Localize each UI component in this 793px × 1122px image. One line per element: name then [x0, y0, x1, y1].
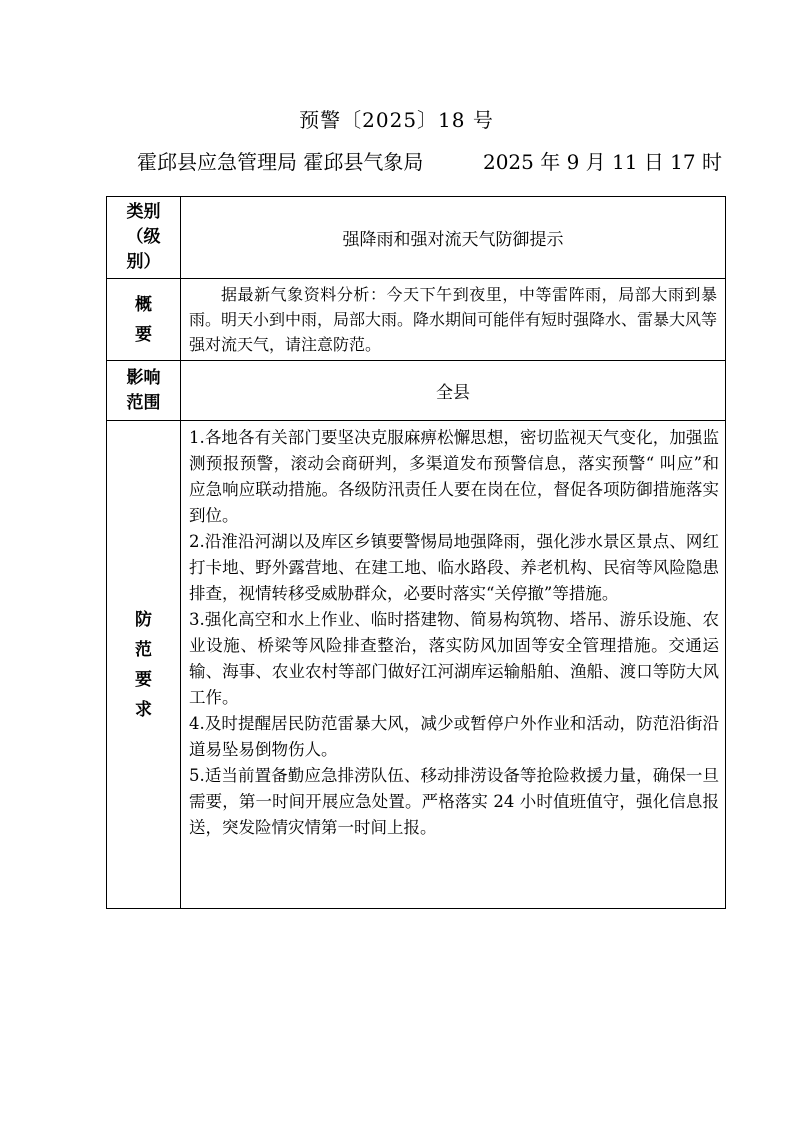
scope-label: 影响范围	[126, 367, 161, 413]
issue-time: 2025 年 9 月 11 日 17 时	[482, 150, 722, 174]
category-label: 类别（级别）	[126, 202, 161, 272]
overview-cell	[181, 279, 726, 361]
issuer-line	[137, 146, 722, 175]
overview-label-cell	[107, 279, 181, 361]
row-overview	[107, 279, 726, 361]
row-category	[107, 197, 726, 279]
requirement-item-4: 4.及时提醒居民防范雷暴大风，减少或暂停户外作业和活动，防范沿街沿道易坠易倒物伤人。	[189, 714, 719, 759]
requirements-label-cell	[107, 421, 181, 909]
document-number: 预警〔2025〕18 号	[299, 108, 494, 132]
requirements-label: 防范要求	[135, 609, 152, 720]
issuing-agencies: 霍邱县应急管理局 霍邱县气象局	[137, 150, 424, 174]
row-scope	[107, 361, 726, 421]
requirement-item-2: 2.沿淮沿河湖以及库区乡镇要警惕局地强降雨，强化涉水景区景点、网红打卡地、野外露营地、在建工地、临水路段、养老机构、民宿等风险隐患排查，视情转移受威胁群众，必要时落实“关停撤”等措施。	[189, 532, 719, 603]
requirement-item-1: 1.各地各有关部门要坚决克服麻痹松懈思想，密切监视天气变化，加强监测预报预警，滚动会商研判，多渠道发布预警信息，落实预警“ 叫应”和应急响应联动措施。各级防汛责任人要在岗在位，督促各项防御措施落实到位。	[189, 428, 719, 525]
requirements-cell	[181, 421, 726, 909]
scope-label-cell	[107, 361, 181, 421]
row-requirements	[107, 421, 726, 909]
requirement-item-3: 3.强化高空和水上作业、临时搭建物、简易构筑物、塔吊、游乐设施、农业设施、桥梁等风险排查整治，落实防风加固等安全管理措施。交通运输、海事、农业农村等部门做好江河湖库运输船舶、渔船、渡口等防大风工作。	[189, 610, 719, 707]
warning-table	[106, 196, 726, 909]
category-value: 强降雨和强对流天气防御提示	[181, 197, 726, 279]
overview-text: 据最新气象资料分析：今天下午到夜里，中等雷阵雨，局部大雨到暴雨。明天小到中雨，局部大雨。降水期间可能伴有短时强降水、雷暴大风等强对流天气，请注意防范。	[189, 285, 718, 354]
scope-value: 全县	[181, 361, 726, 421]
overview-label: 概要	[135, 294, 152, 345]
category-label-cell	[107, 197, 181, 279]
requirement-item-5: 5.适当前置备勤应急排涝队伍、移动排涝设备等抢险救援力量，确保一旦需要，第一时间开展应急处置。严格落实 24 小时值班值守，强化信息报送，突发险情灾情第一时间上报。	[189, 766, 719, 837]
